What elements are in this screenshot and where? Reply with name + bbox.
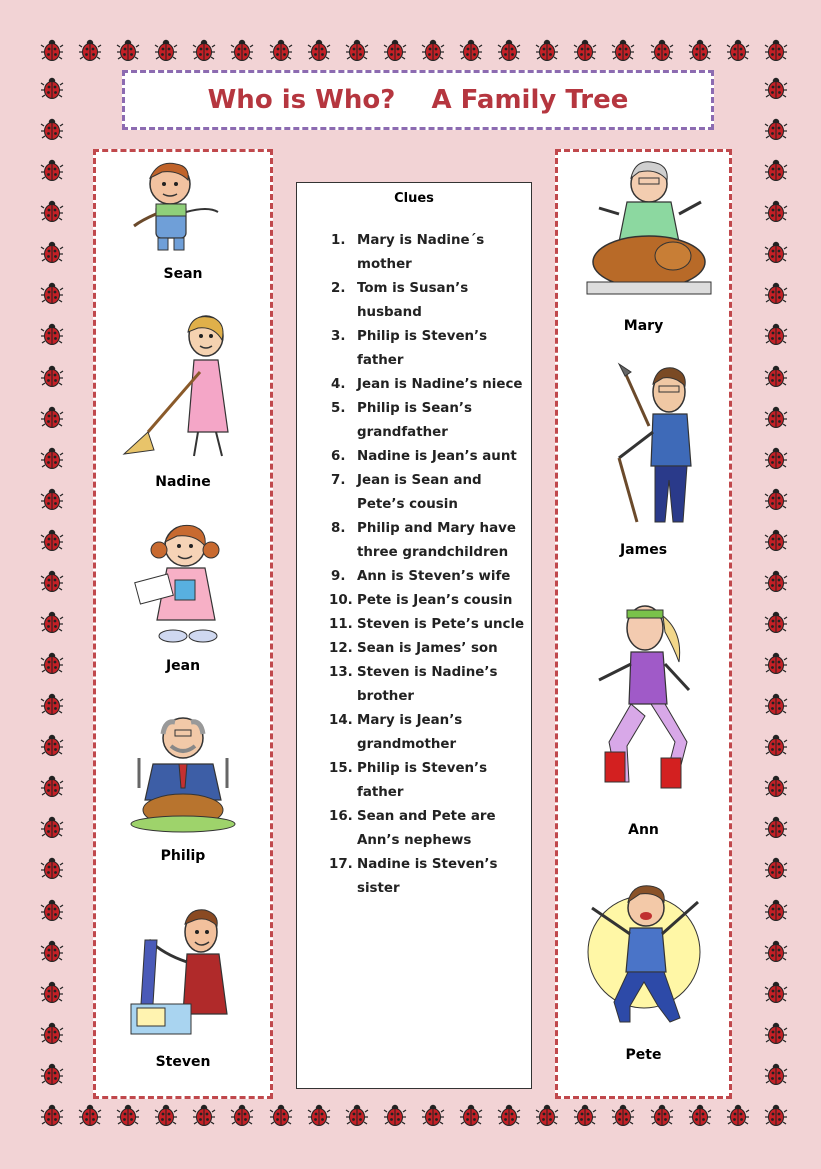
ladybug-icon [40, 281, 64, 305]
ladybug-border-left [40, 76, 64, 1086]
man-with-tie-gift-icon [123, 904, 243, 1044]
clue-text: Steven is Pete’s uncle [357, 617, 525, 632]
ladybug-icon [764, 38, 788, 62]
ladybug-icon [40, 651, 64, 675]
clue-item [297, 517, 531, 565]
ladybug-icon [40, 446, 64, 470]
clue-text: Philip is Sean’s grandfather [357, 401, 472, 440]
ladybug-icon [459, 1103, 483, 1127]
clue-text: Nadine is Steven’s sister [357, 857, 498, 896]
clue-text: Jean is Sean and Pete’s cousin [357, 473, 482, 512]
ladybug-icon [611, 38, 635, 62]
ladybug-icon [764, 1103, 788, 1127]
ladybug-icon [345, 1103, 369, 1127]
ladybug-icon [459, 38, 483, 62]
ladybug-icon [383, 1103, 407, 1127]
right-people-panel [555, 149, 732, 1099]
clue-text: Philip is Steven’s father [357, 329, 488, 368]
ladybug-icon [40, 487, 64, 511]
ladybug-icon [40, 610, 64, 634]
clue-item [297, 325, 531, 373]
ladybug-icon [764, 199, 788, 223]
ladybug-icon [40, 405, 64, 429]
clue-text: Sean is James’ son [357, 641, 498, 656]
ladybug-icon [116, 38, 140, 62]
person-nadine [96, 314, 270, 490]
ladybug-icon [40, 1103, 64, 1127]
ladybug-icon [726, 1103, 750, 1127]
ladybug-icon [688, 38, 712, 62]
ladybug-icon [269, 38, 293, 62]
ladybug-icon [573, 1103, 597, 1127]
ladybug-icon [40, 692, 64, 716]
ladybug-icon [764, 569, 788, 593]
clue-item [297, 277, 531, 325]
boy-dancing-icon [574, 872, 714, 1037]
clue-number: 14. [329, 713, 353, 728]
clue-number: 12. [329, 641, 353, 656]
ladybug-icon [764, 240, 788, 264]
ladybug-icon [611, 1103, 635, 1127]
ladybug-icon [40, 199, 64, 223]
ladybug-icon [688, 1103, 712, 1127]
person-name: Sean [163, 266, 203, 282]
ladybug-border-bottom [40, 1103, 788, 1127]
clue-text: Mary is Jean’s grandmother [357, 713, 463, 752]
person-sean [96, 156, 270, 282]
ladybug-icon [764, 281, 788, 305]
clue-number: 2. [331, 281, 346, 296]
clue-list [297, 229, 531, 901]
boy-with-slingshot-icon [118, 156, 248, 256]
ladybug-icon [764, 898, 788, 922]
clue-item [297, 805, 531, 853]
clue-item [297, 589, 531, 613]
clue-number: 1. [331, 233, 346, 248]
person-name: Steven [155, 1054, 211, 1070]
clue-text: Nadine is Jean’s aunt [357, 449, 517, 464]
ladybug-icon [764, 528, 788, 552]
ladybug-icon [573, 38, 597, 62]
ladybug-icon [40, 117, 64, 141]
clue-item [297, 397, 531, 445]
clue-item [297, 757, 531, 805]
clue-text: Philip is Steven’s father [357, 761, 488, 800]
ladybug-icon [764, 856, 788, 880]
woman-exercising-icon [579, 592, 709, 812]
clue-number: 5. [331, 401, 346, 416]
person-mary [558, 158, 729, 334]
person-name: Pete [625, 1047, 662, 1063]
clue-text: Ann is Steven’s wife [357, 569, 511, 584]
ladybug-icon [40, 528, 64, 552]
ladybug-icon [40, 856, 64, 880]
ladybug-icon [154, 1103, 178, 1127]
person-name: Nadine [155, 474, 211, 490]
ladybug-icon [764, 774, 788, 798]
clue-text: Mary is Nadine´s mother [357, 233, 485, 272]
ladybug-icon [650, 38, 674, 62]
ladybug-icon [40, 76, 64, 100]
clue-item [297, 853, 531, 901]
ladybug-icon [40, 569, 64, 593]
ladybug-icon [650, 1103, 674, 1127]
ladybug-icon [40, 898, 64, 922]
ladybug-icon [78, 38, 102, 62]
person-steven [96, 904, 270, 1070]
ladybug-icon [40, 38, 64, 62]
ladybug-icon [116, 1103, 140, 1127]
clue-item [297, 229, 531, 277]
ladybug-icon [192, 38, 216, 62]
clues-heading: Clues [394, 191, 434, 206]
ladybug-icon [764, 610, 788, 634]
clue-item [297, 637, 531, 661]
ladybug-icon [40, 939, 64, 963]
ladybug-icon [40, 1062, 64, 1086]
person-name: Philip [160, 848, 206, 864]
ladybug-icon [764, 692, 788, 716]
person-name: Ann [628, 822, 659, 838]
clue-item [297, 469, 531, 517]
ladybug-icon [40, 815, 64, 839]
ladybug-icon [764, 322, 788, 346]
ladybug-icon [764, 1062, 788, 1086]
ladybug-icon [764, 117, 788, 141]
person-name: James [619, 542, 668, 558]
clue-item [297, 709, 531, 757]
ladybug-icon [764, 980, 788, 1004]
ladybug-border-right [764, 76, 788, 1086]
clue-number: 6. [331, 449, 346, 464]
clue-text: Tom is Susan’s husband [357, 281, 469, 320]
ladybug-icon [764, 446, 788, 470]
ladybug-icon [307, 1103, 331, 1127]
clues-box [296, 182, 532, 1089]
clue-text: Jean is Nadine’s niece [357, 377, 523, 392]
ladybug-icon [535, 1103, 559, 1127]
ladybug-icon [40, 240, 64, 264]
ladybug-icon [78, 1103, 102, 1127]
clue-item [297, 661, 531, 709]
clue-number: 10. [329, 593, 353, 608]
ladybug-icon [726, 38, 750, 62]
person-philip [96, 708, 270, 864]
person-name: Jean [165, 658, 201, 674]
person-james [558, 362, 729, 558]
grandmother-with-turkey-icon [569, 158, 719, 308]
ladybug-icon [40, 733, 64, 757]
ladybug-icon [764, 815, 788, 839]
ladybug-icon [345, 38, 369, 62]
clue-item [297, 373, 531, 397]
person-name: Mary [623, 318, 664, 334]
clue-item [297, 445, 531, 469]
grandfather-carving-turkey-icon [123, 708, 243, 838]
ladybug-icon [497, 1103, 521, 1127]
ladybug-icon [40, 158, 64, 182]
ladybug-icon [40, 1021, 64, 1045]
clue-number: 8. [331, 521, 346, 536]
ladybug-icon [307, 38, 331, 62]
ladybug-icon [764, 76, 788, 100]
ladybug-icon [764, 733, 788, 757]
title-box [122, 70, 714, 130]
ladybug-icon [764, 939, 788, 963]
left-people-panel [93, 149, 273, 1099]
ladybug-icon [497, 38, 521, 62]
girl-with-card-icon [123, 518, 243, 648]
person-ann [558, 592, 729, 838]
clue-number: 9. [331, 569, 346, 584]
clue-number: 4. [331, 377, 346, 392]
ladybug-icon [40, 980, 64, 1004]
clue-text: Sean and Pete are Ann’s nephews [357, 809, 496, 848]
clue-text: Pete is Jean’s cousin [357, 593, 513, 608]
ladybug-icon [764, 651, 788, 675]
ladybug-icon [764, 158, 788, 182]
clue-item [297, 613, 531, 637]
clue-number: 11. [329, 617, 353, 632]
ladybug-icon [764, 487, 788, 511]
ladybug-icon [40, 364, 64, 388]
man-with-hoe-icon [579, 362, 709, 532]
person-pete [558, 872, 729, 1063]
ladybug-border-top [40, 38, 788, 62]
ladybug-icon [269, 1103, 293, 1127]
clue-item [297, 565, 531, 589]
woman-sweeping-icon [118, 314, 248, 464]
ladybug-icon [764, 1021, 788, 1045]
ladybug-icon [230, 1103, 254, 1127]
clue-number: 16. [329, 809, 353, 824]
ladybug-icon [535, 38, 559, 62]
clue-number: 13. [329, 665, 353, 680]
ladybug-icon [230, 38, 254, 62]
ladybug-icon [192, 1103, 216, 1127]
clue-number: 15. [329, 761, 353, 776]
clue-number: 3. [331, 329, 346, 344]
ladybug-icon [40, 774, 64, 798]
ladybug-icon [154, 38, 178, 62]
page-title: Who is Who? A Family Tree [207, 85, 629, 115]
ladybug-icon [764, 405, 788, 429]
ladybug-icon [383, 38, 407, 62]
person-jean [96, 518, 270, 674]
ladybug-icon [40, 322, 64, 346]
clue-number: 17. [329, 857, 353, 872]
clue-number: 7. [331, 473, 346, 488]
ladybug-icon [421, 1103, 445, 1127]
ladybug-icon [764, 364, 788, 388]
clue-text: Philip and Mary have three grandchildren [357, 521, 516, 560]
ladybug-icon [421, 38, 445, 62]
clue-text: Steven is Nadine’s brother [357, 665, 498, 704]
